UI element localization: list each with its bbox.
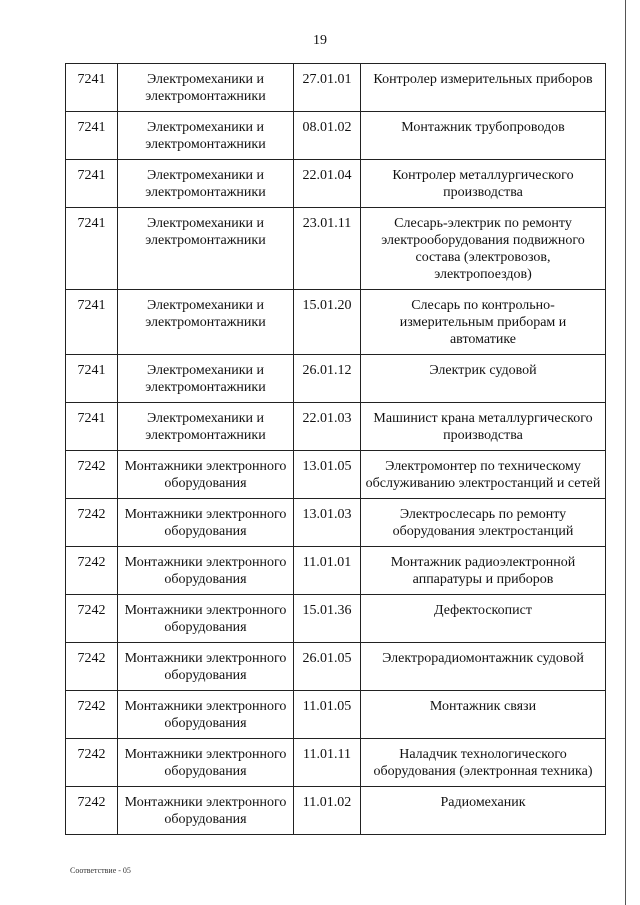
table-row bbox=[66, 787, 606, 835]
profession-name: Монтажник радиоэлектронной аппаратуры и приборов bbox=[361, 547, 606, 595]
occupation-group-name: Монтажники электронного оборудования bbox=[118, 691, 294, 739]
occupation-group-name: Электромеханики и электромонтажники bbox=[118, 208, 294, 290]
occupations-table bbox=[65, 63, 606, 835]
profession-code: 11.01.05 bbox=[294, 691, 361, 739]
occupation-group-name: Электромеханики и электромонтажники bbox=[118, 112, 294, 160]
profession-name: Слесарь по контрольно-измерительным приборам и автоматике bbox=[361, 290, 606, 355]
profession-name: Монтажник трубопроводов bbox=[361, 112, 606, 160]
profession-code: 15.01.36 bbox=[294, 595, 361, 643]
occupation-group-code: 7242 bbox=[66, 595, 118, 643]
table-row bbox=[66, 208, 606, 290]
table-row bbox=[66, 691, 606, 739]
profession-code: 26.01.12 bbox=[294, 355, 361, 403]
occupation-group-code: 7242 bbox=[66, 787, 118, 835]
profession-name: Слесарь-электрик по ремонту электрооборудования подвижного состава (электровозов, электропоездов) bbox=[361, 208, 606, 290]
occupation-group-code: 7241 bbox=[66, 112, 118, 160]
table-row bbox=[66, 355, 606, 403]
profession-code: 13.01.03 bbox=[294, 499, 361, 547]
table-row bbox=[66, 403, 606, 451]
occupation-group-name: Монтажники электронного оборудования bbox=[118, 787, 294, 835]
profession-code: 11.01.01 bbox=[294, 547, 361, 595]
occupation-group-name: Электромеханики и электромонтажники bbox=[118, 290, 294, 355]
occupation-group-code: 7241 bbox=[66, 160, 118, 208]
profession-code: 15.01.20 bbox=[294, 290, 361, 355]
scan-edge-line bbox=[625, 0, 626, 905]
occupation-group-code: 7242 bbox=[66, 451, 118, 499]
profession-name: Электрослесарь по ремонту оборудования электростанций bbox=[361, 499, 606, 547]
table-row bbox=[66, 290, 606, 355]
occupation-group-code: 7242 bbox=[66, 499, 118, 547]
occupation-group-code: 7241 bbox=[66, 403, 118, 451]
table-row bbox=[66, 643, 606, 691]
profession-name: Контролер измерительных приборов bbox=[361, 64, 606, 112]
table-row bbox=[66, 160, 606, 208]
profession-code: 27.01.01 bbox=[294, 64, 361, 112]
profession-name: Электромонтер по техническому обслуживанию электростанций и сетей bbox=[361, 451, 606, 499]
occupation-group-code: 7241 bbox=[66, 64, 118, 112]
table-row bbox=[66, 64, 606, 112]
occupation-group-code: 7242 bbox=[66, 691, 118, 739]
table-row bbox=[66, 547, 606, 595]
occupation-group-code: 7242 bbox=[66, 547, 118, 595]
profession-name: Радиомеханик bbox=[361, 787, 606, 835]
profession-name: Монтажник связи bbox=[361, 691, 606, 739]
profession-name: Наладчик технологического оборудования (электронная техника) bbox=[361, 739, 606, 787]
occupation-group-name: Монтажники электронного оборудования bbox=[118, 547, 294, 595]
profession-code: 22.01.04 bbox=[294, 160, 361, 208]
table-row bbox=[66, 112, 606, 160]
profession-name: Дефектоскопист bbox=[361, 595, 606, 643]
profession-code: 23.01.11 bbox=[294, 208, 361, 290]
profession-code: 08.01.02 bbox=[294, 112, 361, 160]
footer-note: Соответствие - 05 bbox=[70, 866, 131, 875]
profession-code: 26.01.05 bbox=[294, 643, 361, 691]
occupation-group-code: 7241 bbox=[66, 290, 118, 355]
table-row bbox=[66, 739, 606, 787]
table-row bbox=[66, 451, 606, 499]
profession-name: Электрик судовой bbox=[361, 355, 606, 403]
occupation-group-name: Электромеханики и электромонтажники bbox=[118, 355, 294, 403]
page-number: 19 bbox=[313, 33, 327, 48]
occupation-group-name: Электромеханики и электромонтажники bbox=[118, 403, 294, 451]
profession-code: 11.01.02 bbox=[294, 787, 361, 835]
profession-code: 13.01.05 bbox=[294, 451, 361, 499]
occupation-group-name: Монтажники электронного оборудования bbox=[118, 451, 294, 499]
occupation-group-name: Монтажники электронного оборудования bbox=[118, 739, 294, 787]
occupation-group-code: 7241 bbox=[66, 208, 118, 290]
profession-name: Электрорадиомонтажник судовой bbox=[361, 643, 606, 691]
table-row bbox=[66, 499, 606, 547]
occupation-group-name: Монтажники электронного оборудования bbox=[118, 643, 294, 691]
profession-code: 11.01.11 bbox=[294, 739, 361, 787]
profession-name: Контролер металлургического производства bbox=[361, 160, 606, 208]
occupation-group-name: Электромеханики и электромонтажники bbox=[118, 160, 294, 208]
occupation-group-name: Монтажники электронного оборудования bbox=[118, 595, 294, 643]
table-row bbox=[66, 595, 606, 643]
occupation-group-code: 7242 bbox=[66, 739, 118, 787]
occupation-group-code: 7242 bbox=[66, 643, 118, 691]
occupation-group-name: Монтажники электронного оборудования bbox=[118, 499, 294, 547]
occupation-group-name: Электромеханики и электромонтажники bbox=[118, 64, 294, 112]
profession-name: Машинист крана металлургического производства bbox=[361, 403, 606, 451]
profession-code: 22.01.03 bbox=[294, 403, 361, 451]
occupation-group-code: 7241 bbox=[66, 355, 118, 403]
table-body bbox=[66, 64, 606, 835]
